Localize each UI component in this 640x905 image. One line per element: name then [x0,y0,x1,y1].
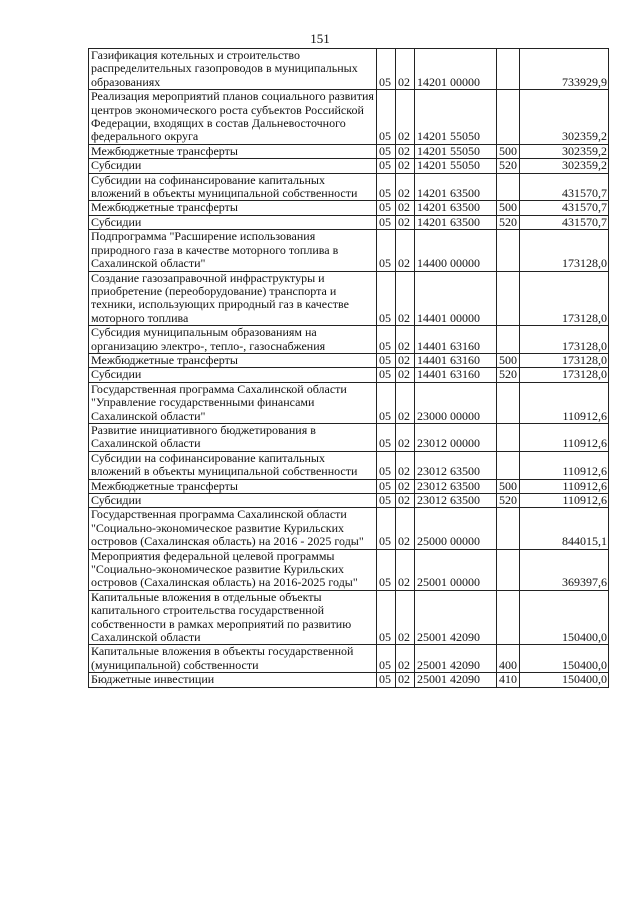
expense-type-code: 500 [497,353,520,367]
amount: 150400,0 [520,673,609,687]
subsection-code: 02 [396,479,415,493]
section-code: 05 [377,508,396,549]
section-code: 05 [377,230,396,271]
amount: 150400,0 [520,645,609,673]
row-description: Капитальные вложения в объекты государственной (муниципальной) собственности [89,645,377,673]
table-row [89,673,609,687]
table-row [89,353,609,367]
section-code: 05 [377,144,396,158]
subsection-code: 02 [396,230,415,271]
row-description: Газификация котельных и строительство распределительных газопроводов в муниципальных образованиях [89,49,377,90]
table-row [89,90,609,145]
expense-type-code: 520 [497,159,520,173]
expense-type-code [497,49,520,90]
table-row [89,590,609,645]
section-code: 05 [377,49,396,90]
subsection-code: 02 [396,326,415,354]
section-code: 05 [377,271,396,326]
target-article-code: 23012 63500 [415,451,497,479]
subsection-code: 02 [396,201,415,215]
target-article-code: 14401 63160 [415,353,497,367]
subsection-code: 02 [396,90,415,145]
amount: 173128,0 [520,368,609,382]
subsection-code: 02 [396,368,415,382]
amount: 431570,7 [520,215,609,229]
amount: 110912,6 [520,494,609,508]
subsection-code: 02 [396,382,415,423]
row-description: Подпрограмма "Расширение использования природного газа в качестве моторного топлива в Сахалинской области" [89,230,377,271]
expense-type-code [497,230,520,271]
table-row [89,549,609,590]
section-code: 05 [377,451,396,479]
section-code: 05 [377,479,396,493]
subsection-code: 02 [396,494,415,508]
row-description: Государственная программа Сахалинской области "Социально-экономическое развитие Курильских островов (Сахалинская область) на 2016 - 2025 годы" [89,508,377,549]
section-code: 05 [377,326,396,354]
amount: 150400,0 [520,590,609,645]
section-code: 05 [377,382,396,423]
subsection-code: 02 [396,271,415,326]
target-article-code: 14201 55050 [415,90,497,145]
subsection-code: 02 [396,144,415,158]
amount: 173128,0 [520,230,609,271]
expense-type-code [497,451,520,479]
amount: 173128,0 [520,326,609,354]
amount: 431570,7 [520,173,609,201]
row-description: Субсидии [89,494,377,508]
target-article-code: 23012 63500 [415,494,497,508]
expense-type-code [497,326,520,354]
row-description: Государственная программа Сахалинской области "Управление государственными финансами Сахалинской области" [89,382,377,423]
target-article-code: 14201 00000 [415,49,497,90]
target-article-code: 25001 42090 [415,645,497,673]
amount: 302359,2 [520,90,609,145]
target-article-code: 14401 00000 [415,271,497,326]
row-description: Бюджетные инвестиции [89,673,377,687]
target-article-code: 14201 63500 [415,173,497,201]
amount: 110912,6 [520,451,609,479]
expense-type-code [497,590,520,645]
expense-type-code [497,271,520,326]
row-description: Субсидии [89,215,377,229]
amount: 110912,6 [520,479,609,493]
target-article-code: 14201 55050 [415,159,497,173]
table-row [89,201,609,215]
table-row [89,451,609,479]
table-row [89,479,609,493]
section-code: 05 [377,173,396,201]
target-article-code: 23012 63500 [415,479,497,493]
row-description: Межбюджетные трансферты [89,201,377,215]
row-description: Межбюджетные трансферты [89,479,377,493]
target-article-code: 14201 63500 [415,215,497,229]
section-code: 05 [377,494,396,508]
subsection-code: 02 [396,159,415,173]
row-description: Субсидии на софинансирование капитальных вложений в объекты муниципальной собственности [89,173,377,201]
table-row [89,423,609,451]
expense-type-code: 400 [497,645,520,673]
section-code: 05 [377,215,396,229]
expense-type-code: 520 [497,368,520,382]
subsection-code: 02 [396,49,415,90]
row-description: Межбюджетные трансферты [89,144,377,158]
table-row [89,271,609,326]
expense-type-code: 520 [497,494,520,508]
row-description: Создание газозаправочной инфраструктуры и приобретение (переоборудование) транспорта и техники, использующих природный газ в качестве моторного топлива [89,271,377,326]
expense-type-code [497,90,520,145]
row-description: Межбюджетные трансферты [89,353,377,367]
amount: 733929,9 [520,49,609,90]
subsection-code: 02 [396,173,415,201]
expense-type-code [497,173,520,201]
target-article-code: 25001 42090 [415,673,497,687]
section-code: 05 [377,549,396,590]
target-article-code: 14401 63160 [415,368,497,382]
expense-type-code: 520 [497,215,520,229]
target-article-code: 23000 00000 [415,382,497,423]
target-article-code: 25001 00000 [415,549,497,590]
subsection-code: 02 [396,215,415,229]
row-description: Субсидии [89,368,377,382]
row-description: Реализация мероприятий планов социального развития центров экономического роста субъектов Российской Федерации, входящих в состав Дальневосточного федерального округа [89,90,377,145]
row-description: Субсидии [89,159,377,173]
subsection-code: 02 [396,508,415,549]
table-row [89,159,609,173]
subsection-code: 02 [396,590,415,645]
section-code: 05 [377,645,396,673]
expense-type-code: 500 [497,144,520,158]
subsection-code: 02 [396,549,415,590]
budget-table [88,48,609,688]
table-row [89,508,609,549]
subsection-code: 02 [396,451,415,479]
amount: 110912,6 [520,382,609,423]
amount: 302359,2 [520,159,609,173]
subsection-code: 02 [396,423,415,451]
section-code: 05 [377,90,396,145]
expense-type-code [497,508,520,549]
subsection-code: 02 [396,353,415,367]
table-row [89,49,609,90]
expense-type-code: 410 [497,673,520,687]
section-code: 05 [377,423,396,451]
amount: 844015,1 [520,508,609,549]
section-code: 05 [377,673,396,687]
table-row [89,144,609,158]
table-row [89,215,609,229]
target-article-code: 25001 42090 [415,590,497,645]
subsection-code: 02 [396,673,415,687]
target-article-code: 14201 55050 [415,144,497,158]
table-row [89,382,609,423]
target-article-code: 14400 00000 [415,230,497,271]
table-row [89,368,609,382]
page-number: 151 [310,31,330,46]
amount: 369397,6 [520,549,609,590]
target-article-code: 23012 00000 [415,423,497,451]
amount: 173128,0 [520,353,609,367]
row-description: Капитальные вложения в отдельные объекты капитального строительства государственной собственности в рамках мероприятий по развитию Сахалинской области [89,590,377,645]
section-code: 05 [377,201,396,215]
amount: 302359,2 [520,144,609,158]
target-article-code: 25000 00000 [415,508,497,549]
section-code: 05 [377,353,396,367]
amount: 431570,7 [520,201,609,215]
row-description: Субсидии на софинансирование капитальных вложений в объекты муниципальной собственности [89,451,377,479]
table-row [89,645,609,673]
expense-type-code: 500 [497,201,520,215]
section-code: 05 [377,590,396,645]
expense-type-code: 500 [497,479,520,493]
section-code: 05 [377,368,396,382]
table-row [89,494,609,508]
row-description: Мероприятия федеральной целевой программы "Социально-экономическое развитие Курильских островов (Сахалинская область) на 2016-2025 годы" [89,549,377,590]
amount: 110912,6 [520,423,609,451]
row-description: Развитие инициативного бюджетирования в Сахалинской области [89,423,377,451]
target-article-code: 14201 63500 [415,201,497,215]
table-row [89,326,609,354]
target-article-code: 14401 63160 [415,326,497,354]
subsection-code: 02 [396,645,415,673]
expense-type-code [497,382,520,423]
amount: 173128,0 [520,271,609,326]
section-code: 05 [377,159,396,173]
table-row [89,173,609,201]
row-description: Субсидия муниципальным образованиям на организацию электро-, тепло-, газоснабжения [89,326,377,354]
expense-type-code [497,423,520,451]
expense-type-code [497,549,520,590]
table-row [89,230,609,271]
